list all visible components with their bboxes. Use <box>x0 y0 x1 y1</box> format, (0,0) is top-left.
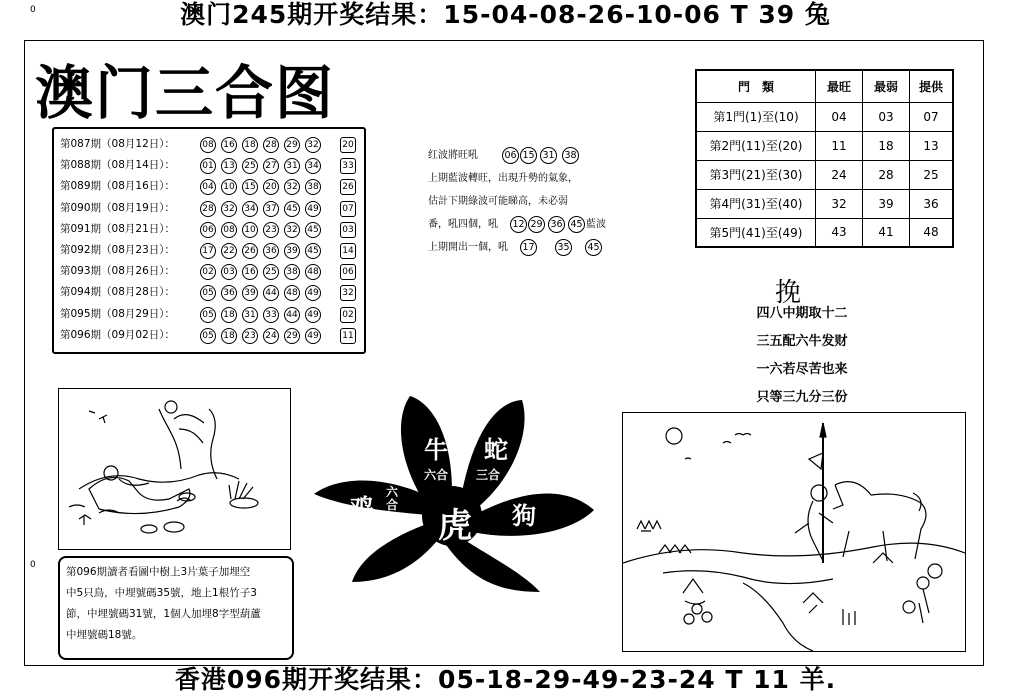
door-cell: 48 <box>910 218 954 247</box>
note-ball: 38 <box>562 147 579 164</box>
history-ball: 27 <box>263 158 279 174</box>
history-ball: 08 <box>200 137 216 153</box>
history-row <box>60 156 360 175</box>
note-ball: 12 <box>510 216 527 233</box>
door-cell: 18 <box>863 131 910 160</box>
door-cell: 第5門(41)至(49) <box>696 218 816 247</box>
poem-line: 一六若尽苦也来 <box>756 362 848 377</box>
door-cell: 43 <box>816 218 863 247</box>
history-ball: 26 <box>242 243 258 259</box>
history-special: 11 <box>340 328 356 344</box>
door-cell: 第1門(1)至(10) <box>696 102 816 131</box>
history-ball: 04 <box>200 179 216 195</box>
history-ball: 10 <box>221 179 237 195</box>
history-ball: 39 <box>284 243 300 259</box>
poem-line: 只等三九分三份 <box>756 390 848 405</box>
door-cell: 28 <box>863 160 910 189</box>
history-ball: 49 <box>305 328 321 344</box>
history-ball: 31 <box>242 307 258 323</box>
history-ball: 18 <box>221 307 237 323</box>
page-title: 澳门三合图 <box>35 59 336 127</box>
door-cell: 41 <box>863 218 910 247</box>
door-cell: 04 <box>816 102 863 131</box>
history-ball: 05 <box>200 307 216 323</box>
door-cell: 39 <box>863 189 910 218</box>
history-row <box>60 220 360 239</box>
history-ball: 18 <box>221 328 237 344</box>
history-ball: 08 <box>221 222 237 238</box>
history-ball: 16 <box>242 264 258 280</box>
flower-label-ji: 鸡 <box>350 494 374 522</box>
door-cell: 36 <box>910 189 954 218</box>
door-header: 提供 <box>910 70 954 102</box>
history-ball: 36 <box>221 285 237 301</box>
note-line-1 <box>428 144 638 167</box>
note-ball: 35 <box>555 239 572 256</box>
door-header: 最旺 <box>816 70 863 102</box>
history-ball: 18 <box>242 137 258 153</box>
note-text: 上期開出一個，吼 <box>428 242 508 253</box>
door-cell: 13 <box>910 131 954 160</box>
history-ball: 48 <box>305 264 321 280</box>
history-ball: 44 <box>284 307 300 323</box>
corner-mark-top: 0 <box>30 5 36 15</box>
history-ball: 06 <box>200 222 216 238</box>
note-ball: 29 <box>528 216 545 233</box>
note-ball: 36 <box>548 216 565 233</box>
history-row <box>60 199 360 218</box>
door-cell: 11 <box>816 131 863 160</box>
door-cell: 24 <box>816 160 863 189</box>
history-ball: 01 <box>200 158 216 174</box>
note-line-2: 上期藍波轉旺，出現升勢的氣象， <box>428 173 578 184</box>
flower-label-ji-liuhe: 六合 <box>386 485 399 512</box>
door-row <box>696 160 953 189</box>
history-ball: 32 <box>221 201 237 217</box>
history-row <box>60 241 360 260</box>
poem-line: 四八中期取十二 <box>756 306 848 321</box>
history-ball: 48 <box>284 285 300 301</box>
sleeping-man-illustration <box>58 388 291 550</box>
history-special: 26 <box>340 179 356 195</box>
history-ball: 34 <box>305 158 321 174</box>
bottom-result-banner: 香港096期开奖结果：05-18-29-49-23-24 T 11 羊. <box>174 665 837 694</box>
history-ball: 13 <box>221 158 237 174</box>
soldier-horse-drawing <box>623 413 965 651</box>
history-ball: 33 <box>263 307 279 323</box>
history-ball: 49 <box>305 307 321 323</box>
flower-label-hu: 虎 <box>438 506 472 546</box>
note-ball: 31 <box>540 147 557 164</box>
history-label: 第093期（08月26日）： <box>60 265 176 278</box>
door-cell: 07 <box>910 102 954 131</box>
history-ball: 25 <box>242 158 258 174</box>
history-special: 06 <box>340 264 356 280</box>
history-ball: 38 <box>305 179 321 195</box>
history-ball: 15 <box>242 179 258 195</box>
history-ball: 03 <box>221 264 237 280</box>
history-ball: 29 <box>284 137 300 153</box>
history-ball: 29 <box>284 328 300 344</box>
top-result-banner: 澳门245期开奖结果：15-04-08-26-10-06 T 39 兔 <box>180 0 831 29</box>
door-row <box>696 102 953 131</box>
note-text: 番，吼四個，吼 <box>428 219 498 230</box>
door-cell: 32 <box>816 189 863 218</box>
note-text: 藍波 <box>586 219 606 230</box>
history-ball: 45 <box>305 243 321 259</box>
history-ball: 10 <box>242 222 258 238</box>
history-ball: 20 <box>263 179 279 195</box>
history-label: 第087期（08月12日）： <box>60 138 176 150</box>
flower-label-sanhe: 三合 <box>476 468 501 482</box>
history-special: 32 <box>340 285 356 301</box>
soldier-horse-illustration <box>622 412 966 652</box>
history-special: 33 <box>340 158 356 174</box>
history-special: 07 <box>340 201 356 217</box>
history-ball: 02 <box>200 264 216 280</box>
history-ball: 38 <box>284 264 300 280</box>
history-box <box>52 127 366 354</box>
history-special: 03 <box>340 222 356 238</box>
history-ball: 17 <box>200 243 216 259</box>
note-line-3: 估計下期綠波可能睇高，未必弱 <box>428 196 568 207</box>
history-label: 第092期（08月23日）： <box>60 244 176 256</box>
door-cell: 第2門(11)至(20) <box>696 131 816 160</box>
history-ball: 31 <box>284 158 300 174</box>
history-ball: 39 <box>242 285 258 301</box>
caption-box <box>58 556 294 660</box>
history-ball: 32 <box>284 222 300 238</box>
note-ball: 06 <box>502 147 519 164</box>
history-ball: 49 <box>305 201 321 217</box>
poem-line: 三五配六牛发财 <box>756 334 848 349</box>
caption-line: 節，中埋號碼31號，1個人加埋8字型葫蘆 <box>66 608 261 620</box>
door-table <box>695 69 954 248</box>
history-label: 第094期（08月28日）： <box>60 286 176 299</box>
wave-note <box>428 144 638 259</box>
door-row <box>696 131 953 160</box>
history-row <box>60 177 360 196</box>
door-cell: 25 <box>910 160 954 189</box>
history-row <box>60 326 360 345</box>
history-ball: 32 <box>284 179 300 195</box>
history-label: 第088期（08月14日）： <box>60 159 176 172</box>
caption-line: 第096期讀者看圖中樹上3片葉子加埋空 <box>66 566 251 578</box>
note-line-5 <box>428 236 638 259</box>
note-text: 红波將旺吼 <box>428 150 478 161</box>
history-ball: 16 <box>221 137 237 153</box>
history-ball: 28 <box>263 137 279 153</box>
history-label: 第091期（08月21日）： <box>60 222 176 235</box>
flower-label-she: 蛇 <box>484 436 508 464</box>
door-row <box>696 218 953 247</box>
door-cell: 第4門(31)至(40) <box>696 189 816 218</box>
history-ball: 05 <box>200 285 216 301</box>
history-ball: 23 <box>263 222 279 238</box>
history-label: 第095期（08月29日）： <box>60 307 176 320</box>
note-ball: 17 <box>520 239 537 256</box>
door-cell: 第3門(21)至(30) <box>696 160 816 189</box>
caption-line: 中埋號碼18號。 <box>66 629 143 641</box>
history-ball: 24 <box>263 328 279 344</box>
note-line-4 <box>428 213 638 236</box>
sleeping-man-drawing <box>59 389 290 549</box>
history-special: 02 <box>340 307 356 323</box>
history-ball: 45 <box>284 201 300 217</box>
history-special: 20 <box>340 137 356 153</box>
history-ball: 05 <box>200 328 216 344</box>
history-ball: 44 <box>263 285 279 301</box>
note-ball: 45 <box>585 239 602 256</box>
poem <box>732 300 872 412</box>
history-ball: 45 <box>305 222 321 238</box>
history-label: 第090期（08月19日）： <box>60 201 176 214</box>
history-ball: 49 <box>305 285 321 301</box>
flower-label-gou: 狗 <box>512 502 536 530</box>
history-row <box>60 135 360 154</box>
door-row <box>696 189 953 218</box>
note-ball: 45 <box>568 216 585 233</box>
history-ball: 32 <box>305 137 321 153</box>
flower-label-liuhe: 六合 <box>424 468 449 482</box>
history-row <box>60 262 360 281</box>
history-label: 第089期（08月16日）： <box>60 180 176 193</box>
history-row <box>60 283 360 302</box>
corner-mark-left: 0 <box>30 560 36 570</box>
caption-line: 中5只鳥，中埋號碼35號，地上1根竹子3 <box>66 587 257 599</box>
note-ball: 15 <box>520 147 537 164</box>
history-ball: 23 <box>242 328 258 344</box>
history-ball: 25 <box>263 264 279 280</box>
history-ball: 36 <box>263 243 279 259</box>
history-ball: 28 <box>200 201 216 217</box>
history-ball: 34 <box>242 201 258 217</box>
history-label: 第096期（09月02日）： <box>60 328 176 341</box>
history-ball: 37 <box>263 201 279 217</box>
door-cell: 03 <box>863 102 910 131</box>
poem-title: 挽 <box>775 278 802 308</box>
door-header: 最弱 <box>863 70 910 102</box>
door-header: 門 類 <box>696 70 816 102</box>
flower-label-niu: 牛 <box>424 436 448 464</box>
history-ball: 22 <box>221 243 237 259</box>
history-special: 14 <box>340 243 356 259</box>
history-row <box>60 305 360 324</box>
